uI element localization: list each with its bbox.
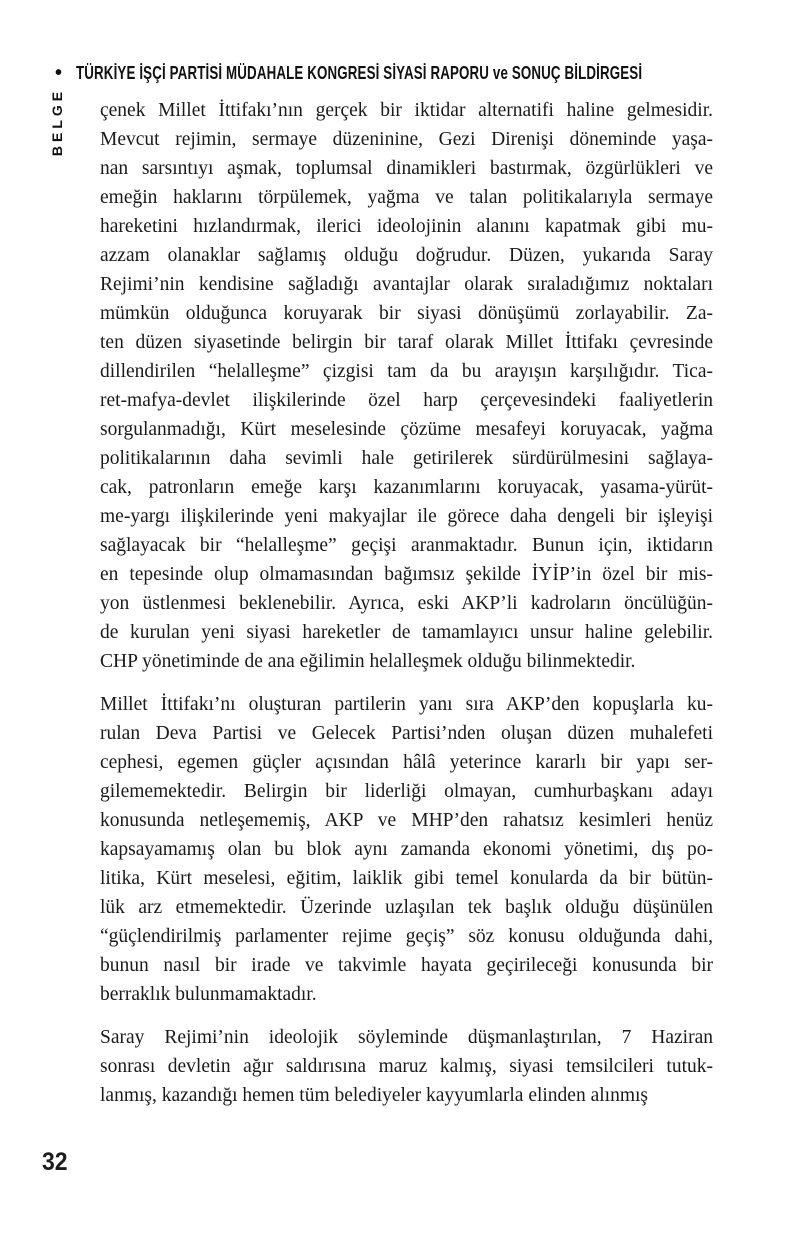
text-line: ten düzen siyasetinde belirgin bir taraf olarak Millet İttifakı çevresinde	[100, 332, 713, 353]
text-line: Mevcut rejimin, sermaye düzeninine, Gezi Direnişi döneminde yaşa-	[100, 129, 713, 150]
text-line: nan sarsıntıyı aşmak, toplumsal dinamikleri bastırmak, özgürlükleri ve	[100, 158, 713, 179]
belge-label: BELGE	[49, 87, 65, 157]
text-line: CHP yönetiminde de ana eğilimin helalleşmek olduğu bilinmektedir.	[100, 651, 636, 672]
text-line: sorgulanmadığı, Kürt meselesinde çözüme mesafeyi koruyacak, yağma	[100, 419, 713, 440]
text-line: de kurulan yeni siyasi hareketler de tamamlayıcı unsur haline gelebilir.	[100, 622, 713, 643]
text-line: ret-mafya-devlet ilişkilerinde özel harp çerçevesindeki faaliyetlerin	[100, 390, 713, 411]
text-line: kapsayamamış olan bu blok aynı zamanda ekonomi yönetimi, dış po-	[100, 839, 713, 860]
text-line: “güçlendirilmiş parlamenter rejime geçiş” söz konusu olduğunda dahi,	[100, 926, 713, 947]
text-line: dillendirilen “helalleşme” çizgisi tam da bu arayışın karşılığıdır. Tica-	[100, 361, 713, 382]
text-line: hareketini hızlandırmak, ilerici ideolojinin alanını kapatmak gibi mu-	[100, 216, 713, 237]
paragraph	[100, 690, 713, 1009]
text-line: politikalarının daha sevimli hale getirilerek sürdürülmesini sağlaya-	[100, 448, 713, 469]
text-line: sonrası devletin ağır saldırısına maruz kalmış, siyasi temsilcileri tutuk-	[100, 1056, 713, 1077]
text-line: Millet İttifakı’nı oluşturan partilerin yanı sıra AKP’den kopuşlarla ku-	[100, 694, 713, 715]
text-line: yon üstlenmesi beklenebilir. Ayrıca, eski AKP’li kadroların öncülüğün-	[100, 593, 713, 614]
text-line: cak, patronların emeğe karşı kazanımlarını koruyacak, yasama-yürüt-	[100, 477, 713, 498]
text-line: azzam olanaklar sağlamış olduğu doğrudur. Düzen, yukarıda Saray	[100, 245, 713, 266]
paragraph	[100, 1023, 713, 1110]
body-text-column	[100, 96, 713, 1110]
text-line: lanmış, kazandığı hemen tüm belediyeler kayyumlarla elinden alınmış	[100, 1085, 648, 1106]
paragraph	[100, 96, 713, 676]
text-line: me-yargı ilişkilerinde yeni makyajlar ile görece daha dengeli bir işleyişi	[100, 506, 713, 527]
running-head-title: TÜRKİYE İŞÇİ PARTİSİ MÜDAHALE KONGRESİ SİYASİ RAPORU ve SONUÇ BİLDİRGESİ	[76, 62, 643, 83]
text-line: konusunda netleşememiş, AKP ve MHP’den rahatsız kesimleri henüz	[100, 810, 713, 831]
text-line: cephesi, egemen güçler açısından hâlâ yeterince kararlı bir yapı ser-	[100, 752, 713, 773]
text-line: çenek Millet İttifakı’nın gerçek bir iktidar alternatifi haline gelmesidir.	[100, 100, 713, 121]
page-number: 32	[42, 1148, 68, 1176]
text-line: Saray Rejimi’nin ideolojik söyleminde düşmanlaştırılan, 7 Haziran	[100, 1027, 713, 1048]
text-line: lük arz etmemektedir. Üzerinde uzlaşılan tek başlık olduğu düşünülen	[100, 897, 713, 918]
belge-sidebar-tab	[37, 88, 77, 156]
text-line: en tepesinde olup olmamasından bağımsız şekilde İYİP’in özel bir mis-	[100, 564, 713, 585]
bullet-icon: •	[55, 62, 63, 84]
text-line: rulan Deva Partisi ve Gelecek Partisi’nden oluşan düzen muhalefeti	[100, 723, 713, 744]
text-line: mümkün olduğunca koruyarak bir siyasi dönüşümü zorlayabilir. Za-	[100, 303, 713, 324]
text-line: gilememektedir. Belirgin bir liderliği olmayan, cumhurbaşkanı adayı	[100, 781, 713, 802]
text-line: litika, Kürt meselesi, eğitim, laiklik gibi temel konularda da bir bütün-	[100, 868, 713, 889]
text-line: Rejimi’nin kendisine sağladığı avantajlar olarak sıraladığımız noktaları	[100, 274, 713, 295]
text-line: berraklık bulunmamaktadır.	[100, 984, 317, 1005]
text-line: sağlayacak bir “helalleşme” geçişi aranmaktadır. Bunun için, iktidarın	[100, 535, 713, 556]
text-line: bunun nasıl bir irade ve takvimle hayata geçirileceği konusunda bir	[100, 955, 713, 976]
running-head	[55, 62, 798, 84]
text-line: emeğin haklarını törpülemek, yağma ve talan politikalarıyla sermaye	[100, 187, 713, 208]
